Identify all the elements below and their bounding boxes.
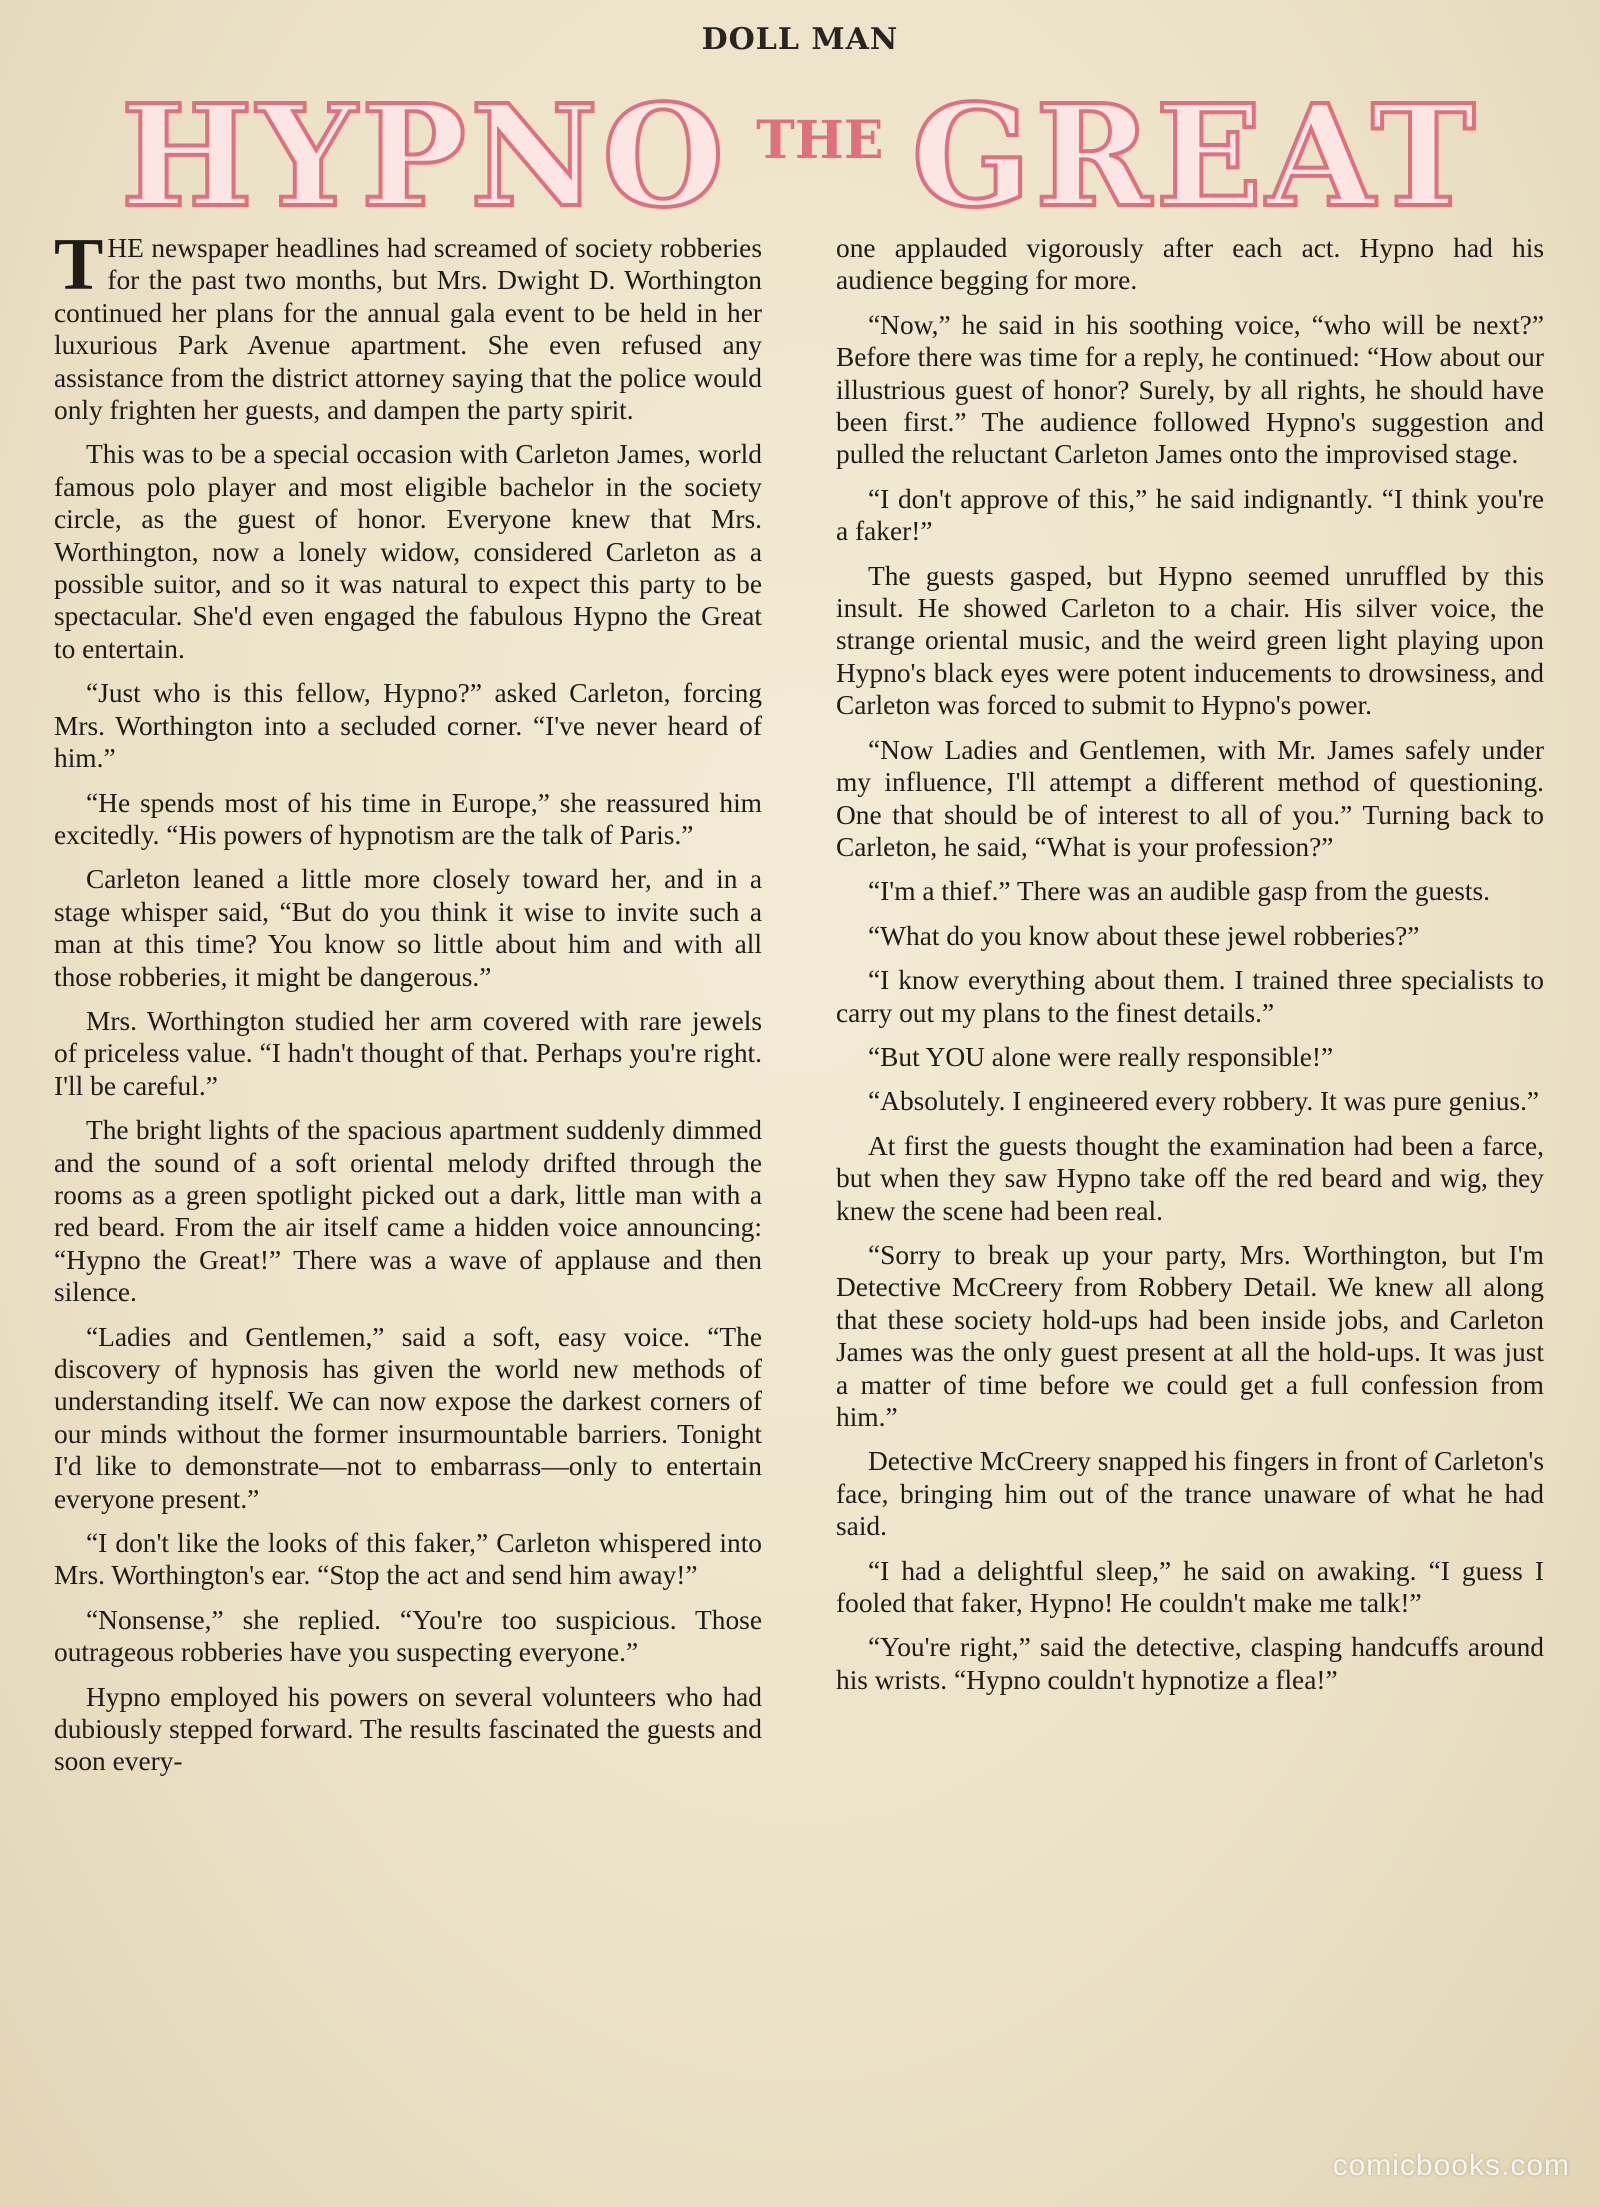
paragraph: “Nonsense,” she replied. “You're too suspicious. Those outrageous robberies have you suspecting everyone.” — [54, 1604, 762, 1668]
story-title — [90, 75, 1510, 239]
paragraph: The bright lights of the spacious apartment suddenly dimmed and the sound of a soft oriental melody drifted through the rooms as a green spotlight picked out a dark, little man with a red beard. From the air itself came a hidden voice announcing: “Hypno the Great!” There was a wave of applause and then silence. — [54, 1115, 762, 1308]
paragraph: “I'm a thief.” There was an audible gasp from the guests. — [868, 876, 1491, 907]
paragraph: “Just who is this fellow, Hypno?” asked Carleton, forcing Mrs. Worthington into a secluded corner. “I've never heard of him.” — [54, 678, 762, 774]
paragraph: At first the guests thought the examination had been a farce, but when they saw Hypno take off the red beard and wig, they knew the scene had been real. — [836, 1130, 1544, 1226]
paragraph: one applauded vigorously after each act. Hypno had his audience begging for more. — [836, 233, 1544, 296]
paragraph: “I don't approve of this,” he said indignantly. “I think you're a faker!” — [836, 483, 1544, 547]
paragraph: THE newspaper headlines had screamed of society robberies for the past two months, but Mrs. Dwight D. Worthington continued her plans for the annual gala event to be held in her luxurious Park Avenue apartment. She even refused any assistance from the district attorney saying that the police would only frighten her guests, and dampen the party spirit. — [54, 224, 762, 426]
paragraph: “But YOU alone were really responsible!” — [868, 1041, 1334, 1072]
paragraph: Hypno employed his powers on several volunteers who had dubiously stepped forward. The results fascinated the guests and soon every- — [54, 1681, 762, 1777]
paragraph: This was to be a special occasion with Carleton James, world famous polo player and most eligible bachelor in the society circle, as the guest of honor. Everyone knew that Mrs. Worthington, now a lonely widow, considered Carleton as a possible suitor, and so it was natural to expect this party to be spectacular. She'd even engaged the fabulous Hypno the Great to entertain. — [54, 439, 762, 664]
running-header: DOLL MAN — [701, 22, 899, 57]
paragraph: “Now,” he said in his soothing voice, “who will be next?” Before there was time for a reply, he continued: “How about our illustrious guest of honor? Surely, by all rights, he should have been first.” The audience followed Hypno's suggestion and pulled the reluctant Carleton James onto the improvised stage. — [836, 309, 1544, 470]
paragraph: “He spends most of his time in Europe,” she reassured him excitedly. “His powers of hypnotism are the talk of Paris.” — [54, 787, 762, 850]
paragraph: “Now Ladies and Gentlemen, with Mr. James safely under my influence, I'll attempt a different method of questioning. One that should be of interest to all of you.” Turning back to Carleton, he said, “What is your profession?” — [836, 734, 1544, 862]
paragraph: “What do you know about these jewel robberies?” — [868, 920, 1420, 951]
paragraph: “Ladies and Gentlemen,” said a soft, easy voice. “The discovery of hypnosis has given the world new methods of understanding itself. We can now expose the darkest corners of our minds without the former insurmountable barriers. Tonight I'd like to demonstrate—not to embarrass—only to entertain everyone present.” — [54, 1321, 762, 1514]
title-word-the: THE — [756, 110, 884, 171]
paragraph: Mrs. Worthington studied her arm covered with rare jewels of priceless value. “I hadn't thought of that. Perhaps you're right. I'll be careful.” — [54, 1005, 762, 1101]
title-word-great: GREAT — [911, 75, 1480, 239]
paragraph: “You're right,” said the detective, clasping handcuffs around his wrists. “Hypno couldn't hypnotize a flea!” — [836, 1632, 1544, 1695]
paragraph: “Sorry to break up your party, Mrs. Worthington, but I'm Detective McCreery from Robbery Detail. We knew all along that these society hold-ups had been inside jobs, and Carleton James was the only guest present at all the hold-ups. It was just a matter of time before we could get a full confession from him.” — [836, 1239, 1544, 1432]
title-word-hypno: HYPNO — [120, 75, 729, 239]
paragraph: The guests gasped, but Hypno seemed unruffled by this insult. He showed Carleton to a chair. His silver voice, the strange oriental music, and the weird green light playing upon Hypno's black eyes were potent inducements to drowsiness, and Carleton was forced to submit to Hypno's power. — [836, 560, 1544, 721]
paragraph: “I had a delightful sleep,” he said on awaking. “I guess I fooled that faker, Hypno! He couldn't make me talk!” — [836, 1555, 1544, 1619]
right-column — [836, 232, 1544, 1708]
paragraph: “I know everything about them. I trained three specialists to carry out my plans to the finest details.” — [836, 965, 1544, 1028]
paragraph: Carleton leaned a little more closely toward her, and in a stage whisper said, “But do you think it wise to invite such a man at this time? You know so little about him and with all those robberies, it might be dangerous.” — [54, 864, 762, 992]
paragraph: “I don't like the looks of this faker,” Carleton whispered into Mrs. Worthington's ear. “Stop the act and send him away!” — [54, 1528, 762, 1591]
site-watermark: comicbooks.com — [1332, 2149, 1570, 2182]
paragraph: Detective McCreery snapped his fingers in front of Carleton's face, bringing him out of the trance unaware of what he had said. — [836, 1446, 1544, 1542]
left-column — [54, 224, 762, 1790]
paragraph: “Absolutely. I engineered every robbery. It was pure genius.” — [868, 1086, 1540, 1117]
drop-cap: T — [54, 224, 104, 306]
